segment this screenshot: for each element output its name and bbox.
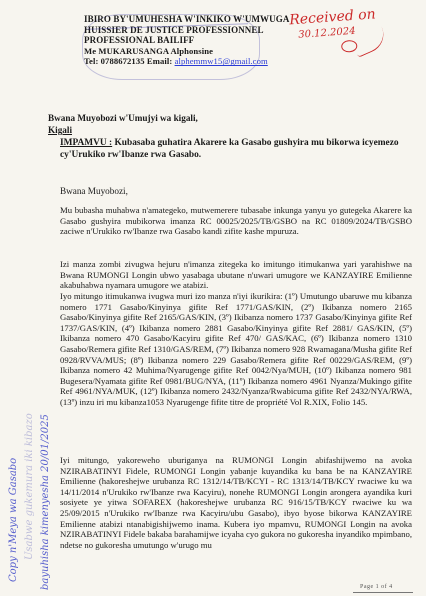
- received-date: 30.12.2024: [297, 25, 356, 41]
- salutation: Bwana Muyobozi,: [60, 186, 128, 196]
- stamp-line-3: PROFESSIONAL BAILIFF: [84, 35, 195, 46]
- subject-text: Kubasaba guhatira Akarere ka Gasabo gushyira mu bikorwa icyemezo cy'Urukiko rw'Ibanze rwa Gasabo.: [60, 138, 399, 160]
- stamp-email-link[interactable]: alphemmw15@gmail.com: [174, 56, 268, 67]
- stamp-line-1: IBIRO BY'UMUHESHA W'INKIKO W'UMWUGA: [84, 14, 290, 24]
- page-number: Page 1 of 4: [360, 584, 393, 590]
- paragraph-2: Izi manza zombi zivugwa hejuru n'imanza zitegeka ko imitungo itimukanwa yari yarahishwe na Bwana RUMONGI Longin ubwo yasabaga ubutane n'uwari umugore we KANZAYIRE Emilienne akabuhabwa nyamara umugore we atabizi.: [60, 259, 412, 291]
- addressee-block: [48, 112, 198, 136]
- received-signature: [351, 27, 390, 58]
- addressee-line-2: Kigali: [48, 125, 72, 135]
- paragraph-3: Iyo mitungo itimukanwa ivugwa muri izo manza n'iyi ikurikira: (1º) Umutungo ubaruwe mu kibanza nomero 1771 Gasabo/Kinyinya gifite Ref 1771/GAS/KIN, (2º) Ikibanza nomero 2165 Gasabo/Kinyinya gifite Ref 2165/GAS/KIN, (3º) Ikibanza nomero 1737 Gasabo/Kinyinya gifite Ref 1737/GAS/KIN, (4º) Ikibanza nomero 2881 Gasabo/Kinyinya gifite Ref 2881/ GAS/KIN, (5º) Ikibanza nomero 470 Gasabo/Kacyiru gifite Ref 470/ GAS/KAC, (6º) Ikibanza nomero 1310 Gasabo/Remera gifite Ref 1310/GAS/REM, (7º) Ikibanza nomero 928 Rwamagana/Musha gifite Ref 0928/RVVA/MUS; (8º) Ikibanza nomero 229 Gasabo/Remera gifite Ref 00229/GAS/REM, (9º) Ikibanza nomero 42 Muhima/Nyarugenge gifite Ref 0042/Nya/MUH, (10º) Ikibanza nomero 981 Bugesera/Nyamata gifite Ref 0981/BUG/NYA, (11º) Ikibanza nomero 4961 Nyanza/Mukingo gifite Ref 4961/NYA/MUK, (12º) Ikibanza nomero 2432/Nyanza/Rwabicuma gifite Ref 2432/NYA/RWA, (13º) inzu iri mu kibanza1053 Nyarugenge fifite titre de propriété Vol R.XIX, Folio 145.: [60, 291, 412, 407]
- stamp-contact: [84, 56, 294, 67]
- margin-note-1: Copy n'Meya wa Gasabo: [8, 457, 19, 582]
- stamp-email-label: Email:: [146, 56, 173, 67]
- footer-rule: [353, 592, 413, 593]
- margin-note-2: Usabwe gukemura iki kibazo: [24, 413, 35, 560]
- stamp-line-2: HUISSIER DE JUSTICE PROFESSIONNEL: [84, 24, 264, 35]
- stamp-line-4: Me MUKARUSANGA Alphonsine: [84, 45, 214, 56]
- addressee-line-1: Bwana Muyobozi w'Umujyi wa kigali,: [48, 113, 198, 123]
- received-label: Received on: [288, 6, 377, 29]
- paragraph-4: Iyi mitungo, yakoreweho uburiganya na RUMONGI Longin abifashijwemo na avoka NZIRABATINYI Fidele, RUMONGI Longin yabanje kuyandika ku bana be na KANZAYIRE Emilienne (hakoreshejwe urubanza RC 1312/14/TB/KCYI - RC 1313/14/TB/KCY rwaciwe ku wa 14/11/2014 n'Urukiko rw'Ibanze rwa Kacyiru), nonehe RUMONGI Longin arongera ayandika kuri sosiyete ye yitwa SOFAREX (hakoreshejwe urubanza RC 916/15/TB/KCY rwaciwe ku wa 25/09/2015 n'Urukiko rw'Ibanze rwa Kacyiru/ubu Gasabo), ibyo byose bikorwa KANZAYIRE Emilienne atabizi ntanabigishijwemo inama. Kubera iyo mpamvu, RUMONGI Longin na avoka NZIRABATINYI Fidele bakaba barahamijwe icyaha cyo gukora no gukoresha inyandiko mpimbano, ndetse no gukoresha umutungo w'urugo mu: [60, 455, 412, 550]
- stamp-tel: Tel: 0788672135: [84, 56, 145, 67]
- bailiff-stamp: [84, 14, 294, 67]
- margin-note-3: bayuhisha kimenyesha 20/01/2025: [40, 414, 51, 590]
- paragraph-1: Mu bubasha muhabwa n'amategeko, mutwemerere tubasabe inkunga yanyu yo gutegeka Akarere ka Gasabo gushyira mubikorwa imanza RC 00025/2025/TB/GSBO na RC 01809/2024/TB/GSBO zaciwe n'Urukiko rw'Ibanze rwa Gasabo kandi zifite kashe mpuruza.: [60, 205, 412, 237]
- subject-prefix: IMPAMVU :: [60, 138, 113, 148]
- subject-line: [60, 137, 410, 161]
- received-stamp: [280, 0, 423, 57]
